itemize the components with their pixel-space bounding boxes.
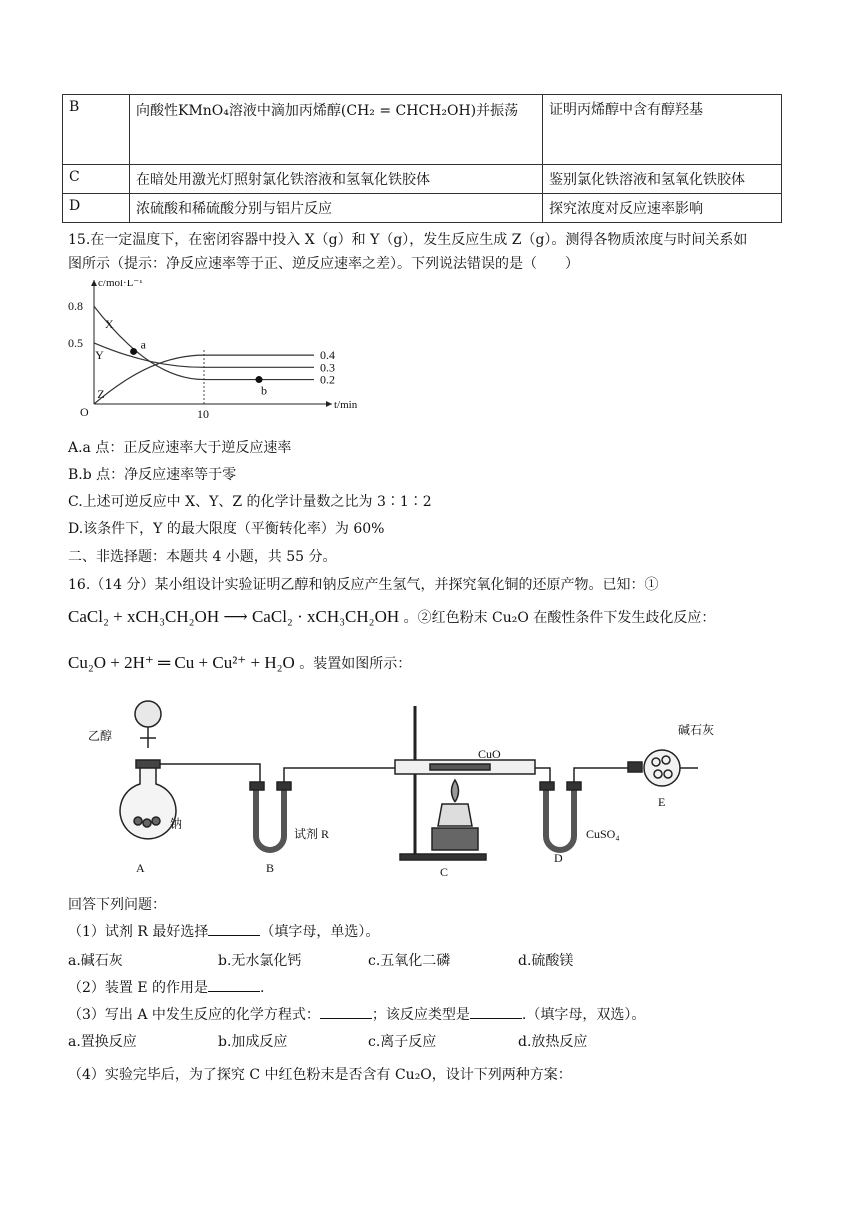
sub3-choices [68,1031,808,1051]
u-tube-d [546,788,574,850]
option-label: D [63,194,130,223]
sub3-choice: b.加成反应 [218,1034,288,1050]
q15-stem-line1: 15.在一定温度下，在密闭容器中投入 X（g）和 Y（g），发生反应生成 Z（g）。测得各物质浓度与时间关系如 [68,232,748,248]
sub1-choice: d.硫酸镁 [518,953,574,969]
label-b: B [266,861,275,875]
point-a [130,348,137,355]
label-sodium: 钠 [170,817,183,831]
equation-1: CaCl₂ + xCH₃CH₂OH ⟶ CaCl₂ · xCH₃CH₂OH [68,607,400,626]
label-cuo: CuO [478,747,501,761]
y-tick-label: 0.8 [68,299,83,314]
equation-2: Cu₂O + 2H⁺ ═ Cu + Cu²⁺ + H₂O [68,653,295,672]
sub-question-3 [68,1005,808,1025]
sub3-tail: .（填字母，双选）。 [521,1007,646,1023]
round-flask [120,766,176,839]
option-operation: 在暗处用激光灯照射氯化铁溶液和氢氧化铁胶体 [130,165,543,194]
sub3-choice: d.放热反应 [518,1034,588,1050]
option-operation: 向酸性KMnO₄溶液中滴加丙烯醇(CH₂ = CHCH₂OH)并振荡 [130,95,543,165]
option-purpose: 证明丙烯醇中含有醇羟基 [543,95,782,165]
series-name-x: X [105,317,114,332]
answer-blank [208,979,260,992]
y-axis-label: c/mol·L⁻¹ [98,280,143,289]
sub3-choice: c.离子反应 [368,1034,437,1050]
sub3-text: （3）写出 A 中发生反应的化学方程式： [68,1007,320,1023]
q16-given-line [68,607,808,628]
label-a: A [136,861,145,875]
option-operation: 浓硫酸和稀硫酸分别与铝片反应 [130,194,543,223]
y-tick-label: 0.5 [68,335,83,350]
answer-blank [208,923,260,936]
series-end-label: 0.3 [320,360,335,375]
series-name-z: Z [97,386,105,401]
sub-question-1 [68,922,808,942]
option-purpose: 鉴别氯化铁溶液和氢氧化铁胶体 [543,165,782,194]
point-b-label: b [261,383,267,398]
label-c: C [440,865,449,879]
y-axis-arrow [91,280,97,286]
table-row [63,165,782,194]
q15-choice-a: A.a 点：正反应速率大于逆反应速率 [68,440,292,456]
x-tick-label: 10 [197,407,209,421]
separatory-funnel [135,701,161,727]
sub1-choice: c.五氧化二磷 [368,953,451,969]
option-label: C [63,165,130,194]
sub1-tail: （填字母，单选）。 [260,924,380,940]
u-tube-b [256,788,284,850]
answer-blank [470,1006,522,1019]
option-label: B [63,95,130,165]
sub1-choice: a.碱石灰 [68,953,123,969]
label-e: E [658,795,666,809]
label-ethanol: 乙醇 [88,729,113,743]
q15-choice-c: C.上述可逆反应中 X、Y、Z 的化学计量数之比为 3∶1∶2 [68,494,432,510]
x-axis-label: t/min [334,399,358,411]
label-d: D [554,851,563,865]
label-cuso4: CuSO₄ [586,827,620,841]
given-note-2: 。②红色粉末 Cu₂O 在酸性条件下发生歧化反应： [403,610,716,626]
sub2-text: （2）装置 E 的作用是 [68,980,209,996]
sub1-choices [68,950,808,970]
q15-choice-b: B.b 点：净反应速率等于零 [68,467,237,483]
sub3-choice: a.置换反应 [68,1034,137,1050]
sub-question-2 [68,978,808,998]
sub1-text: （1）试剂 R 最好选择 [68,924,209,940]
options-table [62,94,782,223]
alcohol-burner [438,804,472,826]
sub1-choice: b.无水氯化钙 [218,953,302,969]
option-purpose: 探究浓度对反应速率影响 [543,194,782,223]
sub3-mid: ；该反应类型是 [371,1007,470,1023]
section-heading: 二、非选择题：本题共 4 小题，共 55 分。 [68,549,337,565]
equation-2-tail: 。装置如图所示： [299,656,412,672]
sub2-tail: . [260,980,265,996]
series-end-label: 0.4 [320,348,335,363]
q16-stem-line1: 16.（14 分）某小组设计实验证明乙醇和钠反应产生氢气，并探究氧化铜的还原产物。已知：① [68,577,659,593]
concentration-time-chart [62,280,362,425]
table-row [63,95,782,165]
label-soda-lime: 碱石灰 [678,723,715,737]
sub-question-4: （4）实验完毕后，为了探究 C 中红色粉末是否含有 Cu₂O，设计下列两种方案： [68,1067,572,1083]
series-name-y: Y [95,347,104,362]
series-end-label: 0.2 [320,372,335,387]
table-row [63,194,782,223]
label-reagent-r: 试剂 R [294,827,330,841]
origin-label: O [80,405,89,419]
q15-stem-line2: 图所示（提示：净反应速率等于正、逆反应速率之差）。下列说法错误的是（ ） [68,256,579,272]
series-line-x [94,306,314,379]
q16-equation-line [68,653,808,674]
answer-intro: 回答下列问题： [68,897,166,913]
answer-blank [320,1006,372,1019]
apparatus-diagram [70,696,770,881]
q15-choice-d: D.该条件下，Y 的最大限度（平衡转化率）为 60% [68,521,385,537]
point-a-label: a [140,337,146,352]
point-b [256,376,263,383]
x-axis-arrow [326,401,332,407]
drying-bulb [644,750,680,786]
